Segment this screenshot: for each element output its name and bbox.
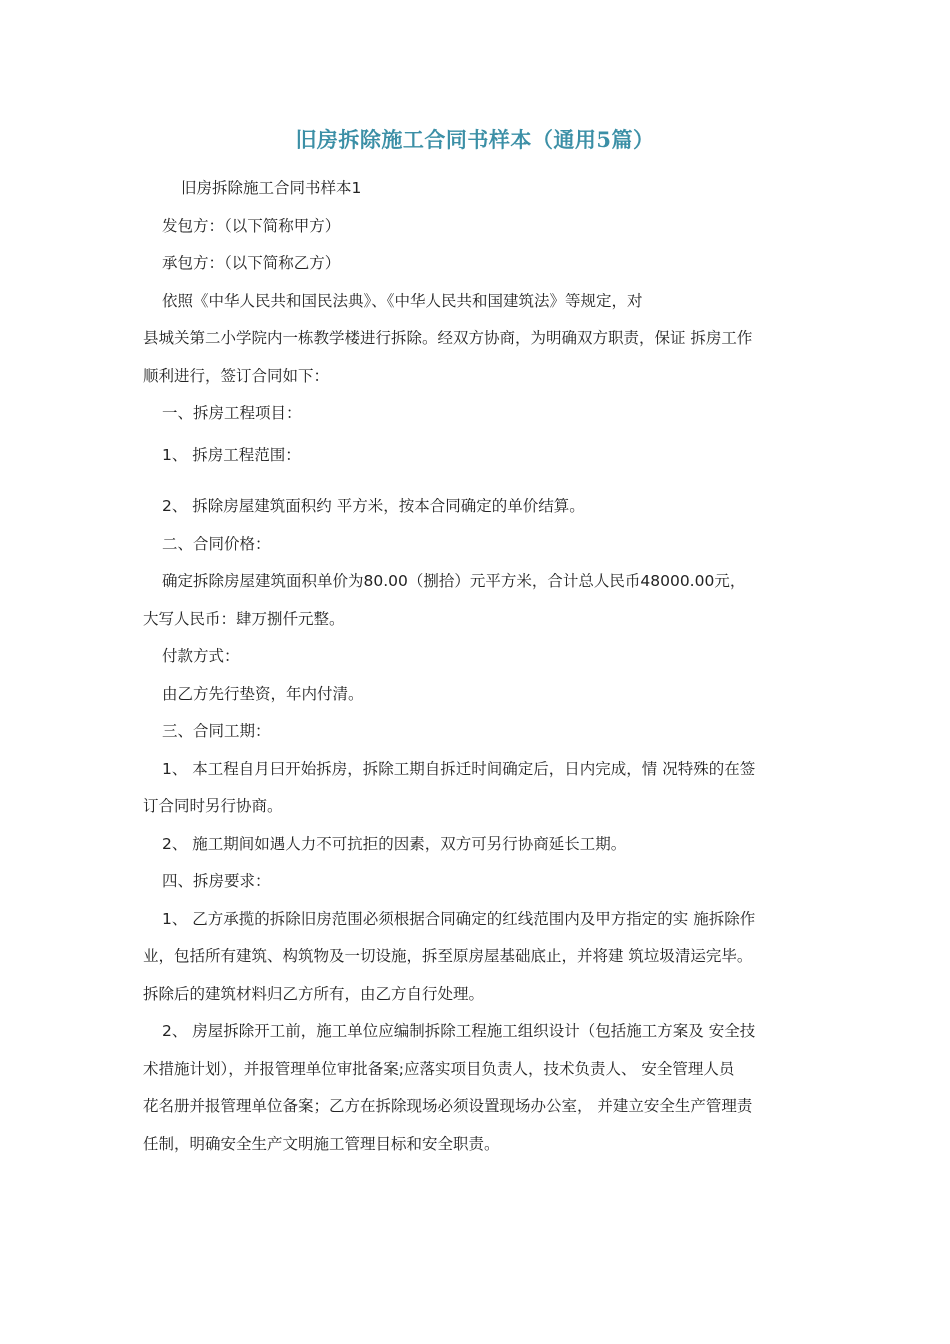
paragraph-line: 1、 拆房工程范围： <box>162 445 301 464</box>
paragraph-line: 确定拆除房屋建筑面积单价为80.00（捌拾）元平方米，合计总人民币48000.00元， <box>162 572 746 590</box>
paragraph-line: 依照《中华人民共和国民法典》、《中华人民共和国建筑法》等规定，对 <box>162 291 643 310</box>
paragraph-line: 拆除后的建筑材料归乙方所有，由乙方自行处理。 <box>143 984 485 1003</box>
paragraph-line: 承包方：（以下简称乙方） <box>162 254 341 272</box>
paragraph-line: 1、 本工程自月曰开始拆房，拆除工期自拆迁时间确定后，日内完成，情 况特殊的在签 <box>162 759 756 778</box>
paragraph-line: 二、合同价格： <box>162 534 271 553</box>
paragraph-line: 大写人民币：肆万捌仟元整。 <box>143 609 345 628</box>
paragraph-line: 由乙方先行垫资，年内付清。 <box>162 684 364 703</box>
paragraph-line: 术措施计划），并报管理单位审批备案;应落实项目负责人，技术负责人、 安全管理人员 <box>143 1059 735 1078</box>
section-heading: 旧房拆除施工合同书样本1 <box>181 179 362 197</box>
paragraph-line: 任制，明确安全生产文明施工管理目标和安全职责。 <box>143 1134 500 1153</box>
paragraph-line: 业，包括所有建筑、构筑物及一切设施，拆至原房屋基础底止，并将建 筑垃圾清运完毕。 <box>143 947 753 965</box>
paragraph-line: 县城关第二小学院内一栋教学楼进行拆除。经双方协商，为明确双方职责，保证 拆房工作 <box>143 329 753 347</box>
paragraph-line: 一、拆房工程项目： <box>162 404 302 422</box>
paragraph-line: 付款方式： <box>162 647 240 665</box>
paragraph-line: 四、拆房要求： <box>162 872 271 890</box>
paragraph-line: 2、 房屋拆除开工前，施工单位应编制拆除工程施工组织设计（包括施工方案及 安全技 <box>162 1022 756 1040</box>
paragraph-line: 顺利进行，签订合同如下： <box>143 366 330 385</box>
paragraph-line: 三、合同工期： <box>162 722 271 740</box>
paragraph-line: 花名册并报管理单位备案；乙方在拆除现场必须设置现场办公室， 并建立安全生产管理责 <box>143 1097 753 1115</box>
paragraph-line: 2、 拆除房屋建筑面积约 平方米，按本合同确定的单价结算。 <box>162 497 585 515</box>
document-title: 旧房拆除施工合同书样本（通用5篇） <box>295 127 655 152</box>
paragraph-line: 发包方：（以下简称甲方） <box>162 216 341 235</box>
document-body <box>143 170 819 1163</box>
paragraph-line: 订合同时另行协商。 <box>143 797 283 815</box>
paragraph-line: 1、 乙方承揽的拆除旧房范围必须根据合同确定的红线范围内及甲方指定的实 施拆除作 <box>162 909 756 928</box>
paragraph-line: 2、 施工期间如遇人力不可抗拒的因素，双方可另行协商延长工期。 <box>162 834 627 853</box>
